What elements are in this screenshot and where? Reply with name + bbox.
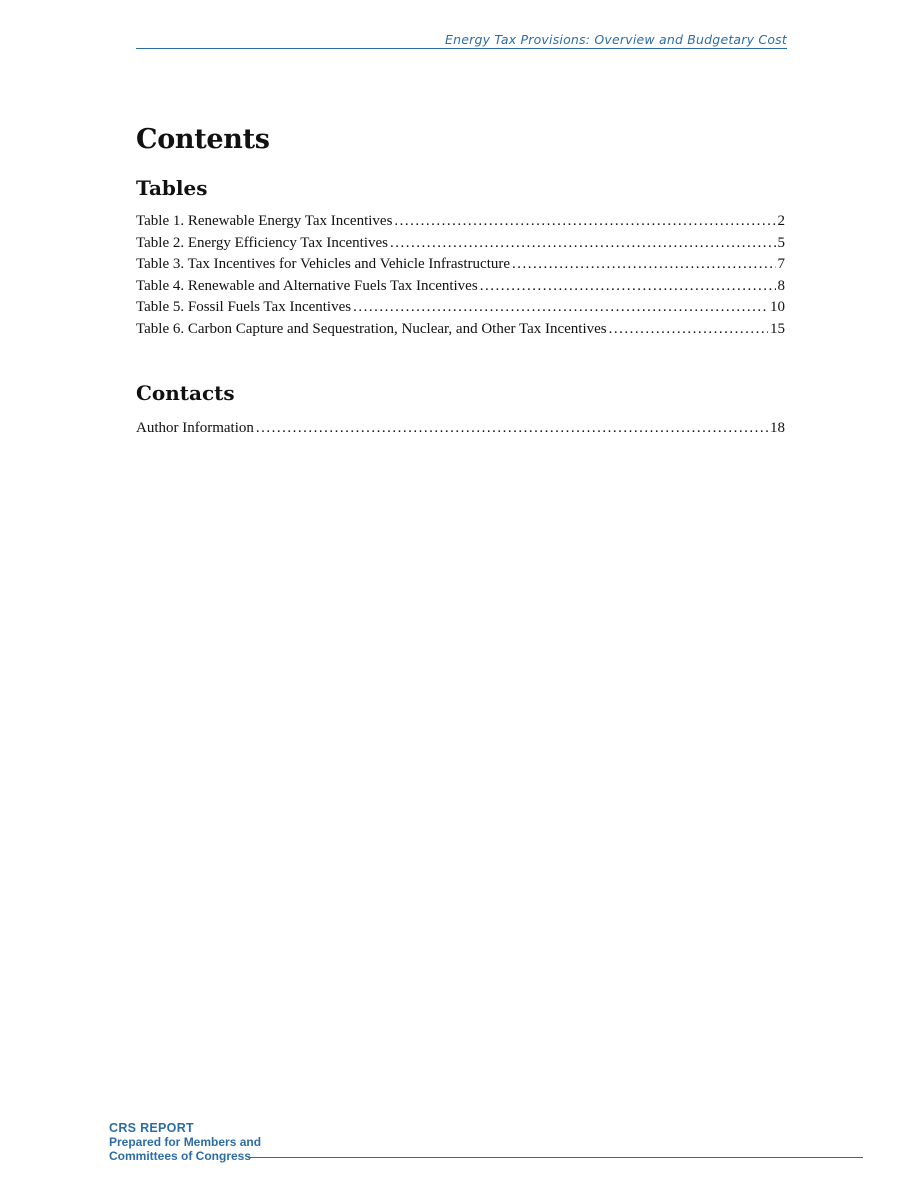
tables-heading: Tables	[136, 176, 208, 200]
dot-leader	[394, 211, 775, 233]
footer-rule	[248, 1157, 863, 1158]
toc-entry-label: Author Information	[136, 420, 254, 436]
toc-entry-page: 18	[770, 420, 785, 436]
toc-entry-page: 8	[777, 277, 785, 294]
dot-leader	[512, 254, 775, 276]
toc-entry-page: 10	[770, 299, 785, 315]
toc-entry-page: 7	[777, 256, 785, 272]
dot-leader	[390, 233, 776, 255]
crs-report-label: CRS REPORT	[109, 1121, 194, 1135]
toc-entry-table-3[interactable]	[136, 254, 785, 276]
toc-entry-label: Table 5. Fossil Fuels Tax Incentives	[136, 299, 352, 315]
toc-entry-label: Table 6. Carbon Capture and Sequestration, Nuclear, and Other Tax Incentives	[136, 320, 607, 337]
toc-entry-label: Table 2. Energy Efficiency Tax Incentives	[136, 234, 388, 251]
toc-entry-label: Table 1. Renewable Energy Tax Incentives	[136, 213, 393, 229]
dot-leader	[256, 418, 768, 440]
crs-committees-label: Committees of Congress	[109, 1149, 252, 1163]
toc-entry-author-information[interactable]	[136, 418, 785, 440]
running-header: Energy Tax Provisions: Overview and Budgetary Cost	[445, 32, 787, 47]
contacts-heading: Contacts	[136, 381, 235, 405]
toc-entry-table-4[interactable]	[136, 276, 785, 298]
tables-toc-list	[136, 211, 785, 340]
crs-prepared-for-label: Prepared for Members and	[109, 1135, 262, 1149]
dot-leader	[609, 319, 768, 341]
page-title: Contents	[136, 124, 270, 155]
crs-report-footer	[109, 1121, 261, 1163]
dot-leader	[353, 297, 768, 319]
dot-leader	[480, 276, 776, 298]
toc-entry-page: 5	[777, 234, 785, 251]
toc-entry-table-2[interactable]	[136, 233, 785, 255]
toc-entry-table-5[interactable]	[136, 297, 785, 319]
toc-entry-page: 15	[770, 320, 785, 337]
toc-entry-table-6[interactable]	[136, 319, 785, 341]
toc-entry-label: Table 3. Tax Incentives for Vehicles and Vehicle Infrastructure	[136, 256, 511, 272]
toc-entry-page: 2	[777, 213, 785, 229]
toc-entry-table-1[interactable]	[136, 211, 785, 233]
contacts-toc-list	[136, 418, 785, 440]
header-rule	[136, 48, 787, 49]
toc-entry-label: Table 4. Renewable and Alternative Fuels Tax Incentives	[136, 277, 478, 294]
